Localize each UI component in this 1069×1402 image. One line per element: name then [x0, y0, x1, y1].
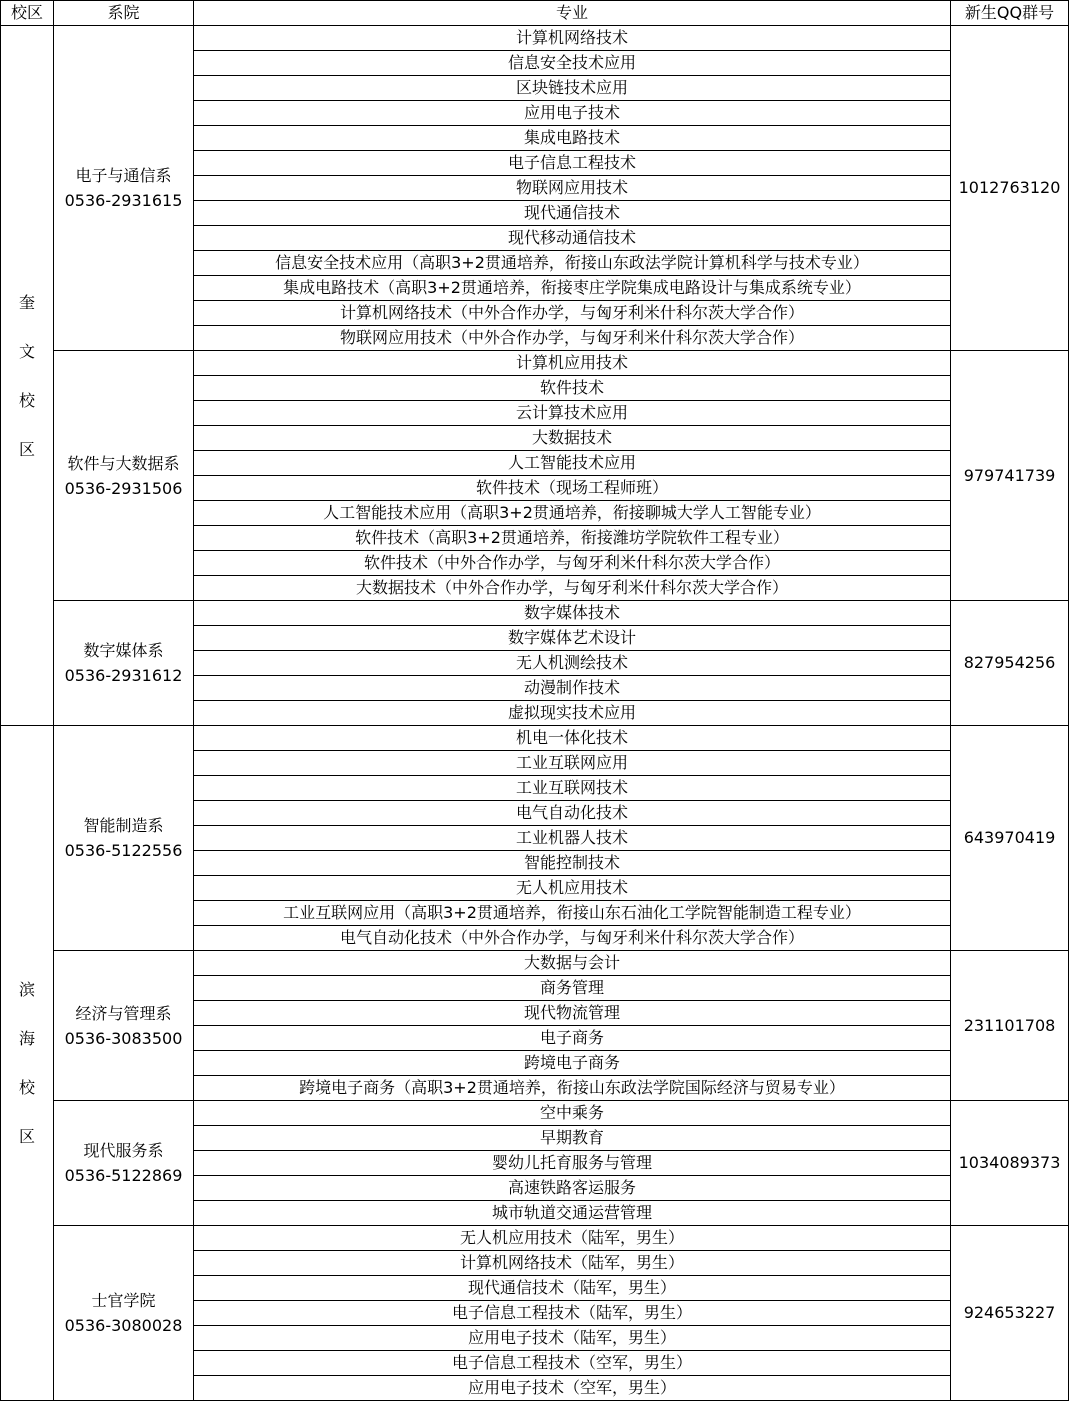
table-row [1, 351, 1069, 376]
major-cell: 空中乘务 [194, 1101, 951, 1126]
major-cell: 人工智能技术应用（高职3+2贯通培养，衔接聊城大学人工智能专业） [194, 501, 951, 526]
major-cell: 跨境电子商务（高职3+2贯通培养，衔接山东政法学院国际经济与贸易专业） [194, 1076, 951, 1101]
major-cell: 软件技术（现场工程师班） [194, 476, 951, 501]
campus-cell [1, 726, 54, 1401]
department-phone: 0536-3083500 [64, 1028, 183, 1048]
major-cell: 物联网应用技术（中外合作办学，与匈牙利米什科尔茨大学合作） [194, 326, 951, 351]
major-cell: 虚拟现实技术应用 [194, 701, 951, 726]
qq-group-cell: 643970419 [951, 726, 1069, 951]
table-row [1, 1226, 1069, 1251]
major-cell: 计算机网络技术 [194, 26, 951, 51]
major-cell: 信息安全技术应用（高职3+2贯通培养，衔接山东政法学院计算机科学与技术专业） [194, 251, 951, 276]
department-cell [54, 1226, 194, 1401]
major-cell: 人工智能技术应用 [194, 451, 951, 476]
major-cell: 物联网应用技术 [194, 176, 951, 201]
major-cell: 城市轨道交通运营管理 [194, 1201, 951, 1226]
qq-group-cell: 231101708 [951, 951, 1069, 1101]
header-campus: 校区 [1, 1, 54, 26]
major-cell: 集成电路技术（高职3+2贯通培养，衔接枣庄学院集成电路设计与集成系统专业） [194, 276, 951, 301]
major-cell: 软件技术 [194, 376, 951, 401]
department-phone: 0536-2931506 [64, 478, 183, 498]
major-cell: 数字媒体技术 [194, 601, 951, 626]
major-cell: 智能控制技术 [194, 851, 951, 876]
major-cell: 工业互联网技术 [194, 776, 951, 801]
major-cell: 电子商务 [194, 1026, 951, 1051]
campus-name: 滨海校区 [19, 980, 36, 1146]
department-phone: 0536-2931612 [64, 666, 183, 685]
major-cell: 机电一体化技术 [194, 726, 951, 751]
table-row [1, 601, 1069, 626]
department-name: 经济与管理系 [75, 1003, 172, 1023]
department-phone: 0536-5122869 [64, 1166, 183, 1185]
major-cell: 集成电路技术 [194, 126, 951, 151]
campus-cell [1, 26, 54, 726]
major-cell: 工业互联网应用（高职3+2贯通培养，衔接山东石油化工学院智能制造工程专业） [194, 901, 951, 926]
department-phone: 0536-2931615 [64, 191, 183, 210]
table-row [1, 1101, 1069, 1126]
major-cell: 大数据与会计 [194, 951, 951, 976]
header-major: 专业 [194, 1, 951, 26]
campus-name: 奎文校区 [19, 292, 36, 459]
major-cell: 现代通信技术（陆军，男生） [194, 1276, 951, 1301]
header-department: 系院 [54, 1, 194, 26]
department-name: 现代服务系 [83, 1141, 164, 1160]
major-cell: 软件技术（中外合作办学，与匈牙利米什科尔茨大学合作） [194, 551, 951, 576]
major-cell: 信息安全技术应用 [194, 51, 951, 76]
qq-group-cell: 827954256 [951, 601, 1069, 726]
department-cell [54, 26, 194, 351]
major-cell: 计算机应用技术 [194, 351, 951, 376]
department-name: 士官学院 [91, 1291, 156, 1310]
major-cell: 数字媒体艺术设计 [194, 626, 951, 651]
department-name: 数字媒体系 [83, 641, 164, 660]
qq-group-cell: 924653227 [951, 1226, 1069, 1401]
department-cell [54, 351, 194, 601]
department-cell [54, 726, 194, 951]
department-phone: 0536-3080028 [64, 1316, 183, 1335]
table-row [1, 951, 1069, 976]
major-cell: 大数据技术 [194, 426, 951, 451]
table-row [1, 26, 1069, 51]
qq-group-cell: 1012763120 [951, 26, 1069, 351]
major-cell: 大数据技术（中外合作办学，与匈牙利米什科尔茨大学合作） [194, 576, 951, 601]
major-cell: 工业互联网应用 [194, 751, 951, 776]
major-cell: 电气自动化技术 [194, 801, 951, 826]
header-row [1, 1, 1069, 26]
department-name: 软件与大数据系 [67, 453, 180, 473]
major-cell: 动漫制作技术 [194, 676, 951, 701]
major-cell: 无人机应用技术 [194, 876, 951, 901]
major-cell: 区块链技术应用 [194, 76, 951, 101]
major-cell: 工业机器人技术 [194, 826, 951, 851]
major-cell: 应用电子技术 [194, 101, 951, 126]
department-name: 电子与通信系 [75, 166, 172, 185]
department-name: 智能制造系 [83, 816, 164, 835]
major-cell: 现代通信技术 [194, 201, 951, 226]
major-cell: 电气自动化技术（中外合作办学，与匈牙利米什科尔茨大学合作） [194, 926, 951, 951]
major-cell: 计算机网络技术（陆军，男生） [194, 1251, 951, 1276]
major-cell: 软件技术（高职3+2贯通培养，衔接潍坊学院软件工程专业） [194, 526, 951, 551]
header-qq-group: 新生QQ群号 [951, 1, 1069, 26]
table-row [1, 726, 1069, 751]
department-phone: 0536-5122556 [64, 841, 183, 860]
major-cell: 跨境电子商务 [194, 1051, 951, 1076]
department-cell [54, 601, 194, 726]
qq-group-cell: 1034089373 [951, 1101, 1069, 1226]
major-cell: 现代物流管理 [194, 1001, 951, 1026]
major-cell: 早期教育 [194, 1126, 951, 1151]
major-cell: 计算机网络技术（中外合作办学，与匈牙利米什科尔茨大学合作） [194, 301, 951, 326]
table-body [1, 26, 1069, 1401]
major-cell: 婴幼儿托育服务与管理 [194, 1151, 951, 1176]
major-cell: 电子信息工程技术（空军，男生） [194, 1351, 951, 1376]
major-cell: 云计算技术应用 [194, 401, 951, 426]
major-cell: 电子信息工程技术（陆军，男生） [194, 1301, 951, 1326]
department-cell [54, 1101, 194, 1226]
major-cell: 无人机测绘技术 [194, 651, 951, 676]
major-cell: 无人机应用技术（陆军，男生） [194, 1226, 951, 1251]
major-cell: 应用电子技术（空军，男生） [194, 1376, 951, 1401]
major-cell: 电子信息工程技术 [194, 151, 951, 176]
qq-group-cell: 979741739 [951, 351, 1069, 601]
major-cell: 高速铁路客运服务 [194, 1176, 951, 1201]
major-cell: 现代移动通信技术 [194, 226, 951, 251]
department-cell [54, 951, 194, 1101]
major-cell: 商务管理 [194, 976, 951, 1001]
major-cell: 应用电子技术（陆军，男生） [194, 1326, 951, 1351]
